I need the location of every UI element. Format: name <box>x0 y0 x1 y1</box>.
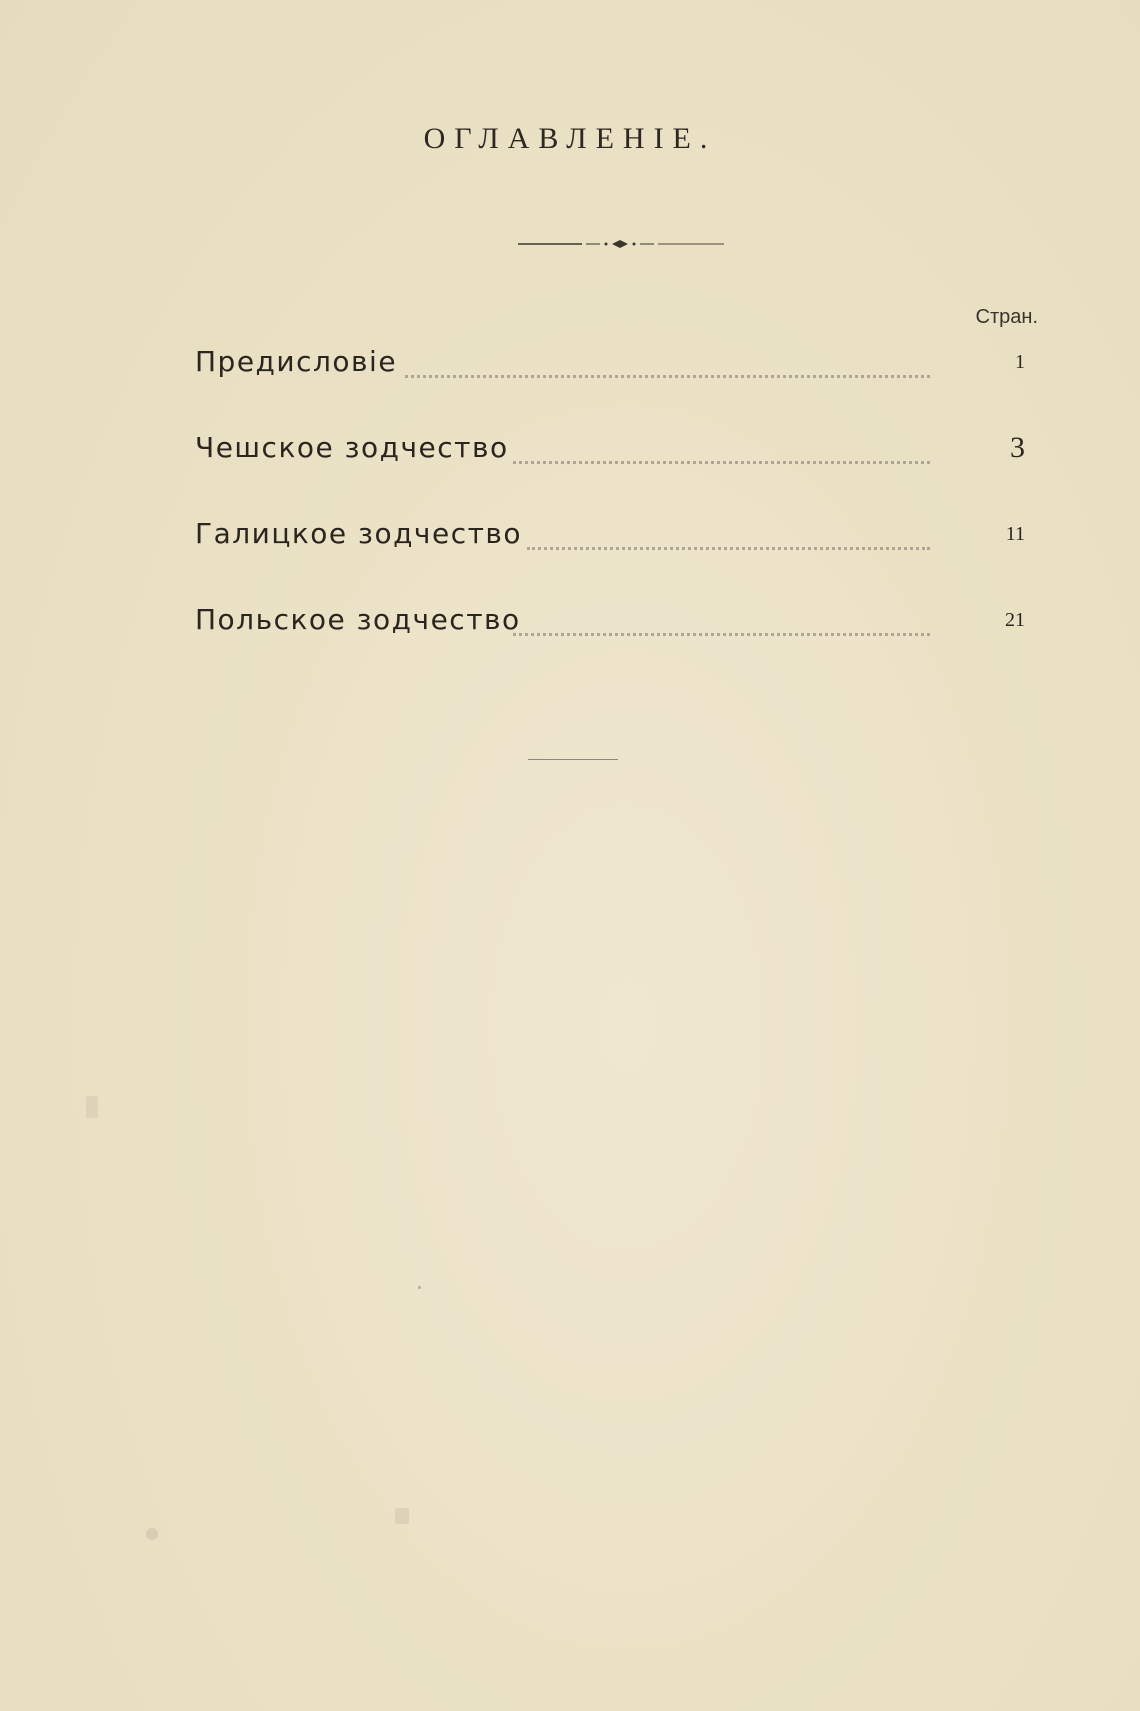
toc-entry <box>195 517 1025 603</box>
toc-entry-page: 11 <box>1005 523 1025 545</box>
toc-entry-page: 21 <box>1005 609 1025 631</box>
toc-entry <box>195 431 1025 517</box>
toc-entry-title: Предисловіе <box>195 345 398 378</box>
toc-entry-title: Галицкое зодчество <box>195 517 523 550</box>
pages-column-header: Стран. <box>975 306 1038 328</box>
page-title: ОГЛАВЛЕНІЕ. <box>423 122 717 155</box>
dot-leader <box>513 437 930 464</box>
toc-entry <box>195 345 1025 431</box>
dot-leader <box>527 523 930 550</box>
end-rule <box>528 759 618 760</box>
dot-leader <box>405 351 930 378</box>
toc-entry-page: 1 <box>1015 351 1025 373</box>
table-of-contents <box>195 345 1025 689</box>
paper-speck <box>146 1528 158 1540</box>
toc-entry-title: Чешское зодчество <box>195 431 509 464</box>
toc-entry-page: 3 <box>1010 431 1025 464</box>
toc-entry <box>195 603 1025 689</box>
paper-speck <box>395 1508 409 1524</box>
toc-entry-title: Польское зодчество <box>195 603 521 636</box>
paper-speck <box>86 1096 98 1118</box>
dot-leader <box>513 609 930 636</box>
ornament-divider <box>518 236 724 252</box>
paper-speck <box>418 1286 421 1289</box>
